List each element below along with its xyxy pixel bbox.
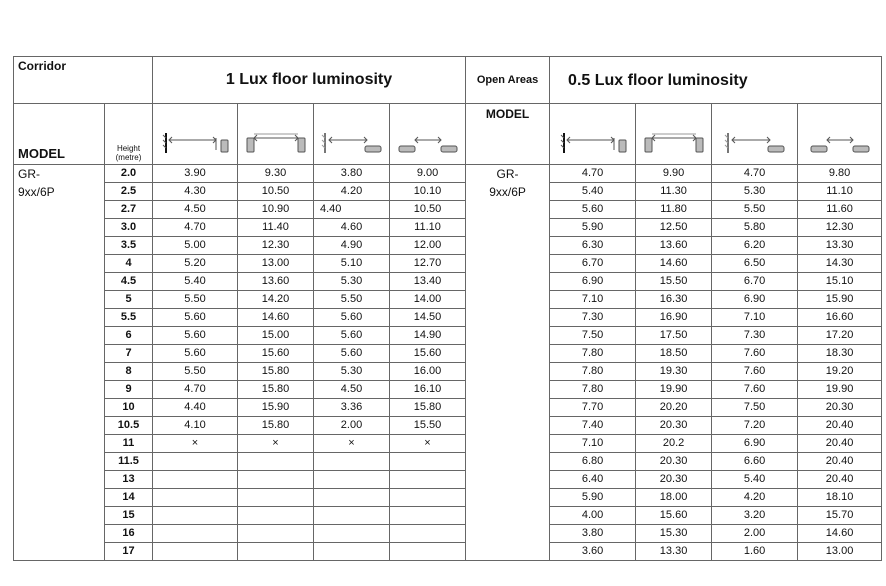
- height-value: 13: [105, 471, 153, 489]
- open-value: 5.90: [550, 219, 636, 237]
- corridor-value: 14.60: [238, 309, 314, 327]
- corridor-value: 5.60: [153, 309, 238, 327]
- corridor-title: 1 Lux floor luminosity: [153, 57, 466, 104]
- height-value: 2.5: [105, 183, 153, 201]
- corridor-value: 5.50: [153, 363, 238, 381]
- open-title: 0.5 Lux floor luminosity: [550, 57, 882, 104]
- corridor-value: [153, 453, 238, 471]
- corridor-value: 15.00: [238, 327, 314, 345]
- height-value: 2.7: [105, 201, 153, 219]
- corridor-value: [153, 507, 238, 525]
- open-value: 20.40: [798, 453, 882, 471]
- corridor-value: ×: [314, 435, 390, 453]
- corridor-value: [314, 471, 390, 489]
- table-row: [14, 255, 882, 273]
- corridor-value: [238, 453, 314, 471]
- corridor-value: 3.80: [314, 165, 390, 183]
- corridor-label: Corridor: [14, 57, 153, 104]
- corridor-value: 12.00: [390, 237, 466, 255]
- open-value: 15.50: [636, 273, 712, 291]
- open-value: 4.70: [550, 165, 636, 183]
- corridor-value: [390, 525, 466, 543]
- corridor-value: [238, 471, 314, 489]
- height-label: Height (metre): [105, 104, 153, 165]
- corridor-value: [153, 525, 238, 543]
- corridor-value: [314, 525, 390, 543]
- height-value: 6: [105, 327, 153, 345]
- corridor-value: [153, 543, 238, 561]
- corridor-value: 15.80: [238, 381, 314, 399]
- corridor-value: 4.50: [314, 381, 390, 399]
- open-value: 13.30: [636, 543, 712, 561]
- corridor-value: 5.40: [153, 273, 238, 291]
- corridor-value: [314, 453, 390, 471]
- open-value: 7.60: [712, 363, 798, 381]
- open-value: 6.50: [712, 255, 798, 273]
- open-value: 5.80: [712, 219, 798, 237]
- open-icon-cell-2: [636, 104, 712, 165]
- open-value: 12.50: [636, 219, 712, 237]
- corridor-value: 5.60: [314, 345, 390, 363]
- open-value: 20.2: [636, 435, 712, 453]
- open-value: 5.90: [550, 489, 636, 507]
- corridor-value: 16.10: [390, 381, 466, 399]
- table-row: [14, 183, 882, 201]
- corridor-value: 5.60: [314, 327, 390, 345]
- table-row: [14, 471, 882, 489]
- open-value: 11.10: [798, 183, 882, 201]
- ceiling-mount-double-sided-icon: [809, 145, 871, 157]
- corridor-value: 5.60: [153, 345, 238, 363]
- open-icon-cell-1: [550, 104, 636, 165]
- open-value: 20.30: [636, 417, 712, 435]
- corridor-value: 4.40: [314, 201, 390, 219]
- open-value: 5.30: [712, 183, 798, 201]
- table-row: [14, 507, 882, 525]
- open-value: 16.30: [636, 291, 712, 309]
- corridor-value: 14.20: [238, 291, 314, 309]
- height-value: 10.5: [105, 417, 153, 435]
- corridor-value: 4.70: [153, 219, 238, 237]
- open-value: 7.10: [712, 309, 798, 327]
- table-row: [14, 201, 882, 219]
- table-row: [14, 453, 882, 471]
- open-value: 6.20: [712, 237, 798, 255]
- open-value: 11.60: [798, 201, 882, 219]
- corridor-value: 2.00: [314, 417, 390, 435]
- height-value: 2.0: [105, 165, 153, 183]
- open-value: 7.70: [550, 399, 636, 417]
- ceiling-mount-between-walls-icon: [643, 145, 705, 157]
- corridor-value: 15.50: [390, 417, 466, 435]
- open-value: 7.40: [550, 417, 636, 435]
- model-label: MODEL: [14, 104, 105, 165]
- table-row: [14, 417, 882, 435]
- open-value: 9.90: [636, 165, 712, 183]
- table-row: [14, 435, 882, 453]
- height-value: 5: [105, 291, 153, 309]
- open-value: 3.80: [550, 525, 636, 543]
- table-row: [14, 327, 882, 345]
- open-areas-label: Open Areas: [466, 57, 550, 104]
- corridor-value: [390, 453, 466, 471]
- corridor-icon-cell-2: [238, 104, 314, 165]
- corridor-value: [238, 543, 314, 561]
- wall-mount-end-icon: [558, 145, 628, 157]
- height-value: 11.5: [105, 453, 153, 471]
- open-value: 14.30: [798, 255, 882, 273]
- open-value: 7.30: [712, 327, 798, 345]
- corridor-value: [390, 543, 466, 561]
- table-row: [14, 525, 882, 543]
- open-icon-cell-4: [798, 104, 882, 165]
- height-value: 15: [105, 507, 153, 525]
- wall-mount-end-icon: [160, 145, 230, 157]
- open-value: 19.90: [798, 381, 882, 399]
- corridor-value: 5.20: [153, 255, 238, 273]
- open-value: 5.60: [550, 201, 636, 219]
- open-value: 18.10: [798, 489, 882, 507]
- table-row: [14, 165, 882, 183]
- corridor-value: 5.30: [314, 363, 390, 381]
- corridor-value: 15.80: [238, 363, 314, 381]
- open-value: 18.00: [636, 489, 712, 507]
- corridor-value: 14.90: [390, 327, 466, 345]
- height-value: 17: [105, 543, 153, 561]
- corridor-value: 3.36: [314, 399, 390, 417]
- table-row: [14, 309, 882, 327]
- corridor-value: 10.90: [238, 201, 314, 219]
- corridor-value: [390, 507, 466, 525]
- open-value: 13.30: [798, 237, 882, 255]
- open-value: 12.30: [798, 219, 882, 237]
- corridor-value: 4.40: [153, 399, 238, 417]
- open-value: 13.00: [798, 543, 882, 561]
- open-value: 6.40: [550, 471, 636, 489]
- open-value: 7.80: [550, 345, 636, 363]
- luminosity-table: [13, 56, 882, 561]
- corridor-value: [390, 471, 466, 489]
- open-value: 4.00: [550, 507, 636, 525]
- corridor-value: 5.60: [314, 309, 390, 327]
- corridor-icon-cell-3: [314, 104, 390, 165]
- open-value: 3.60: [550, 543, 636, 561]
- corridor-value: [314, 489, 390, 507]
- open-value: 18.30: [798, 345, 882, 363]
- corridor-value: 5.50: [153, 291, 238, 309]
- open-value: 3.20: [712, 507, 798, 525]
- table-row: [14, 489, 882, 507]
- corridor-value: 12.30: [238, 237, 314, 255]
- corridor-value: [238, 525, 314, 543]
- corridor-value: [153, 471, 238, 489]
- corridor-value: 10.10: [390, 183, 466, 201]
- table-row: [14, 345, 882, 363]
- height-value: 11: [105, 435, 153, 453]
- open-value: 6.70: [712, 273, 798, 291]
- open-value: 4.20: [712, 489, 798, 507]
- corridor-value: 11.40: [238, 219, 314, 237]
- table-row: [14, 363, 882, 381]
- open-value: 4.70: [712, 165, 798, 183]
- corridor-value: ×: [238, 435, 314, 453]
- open-value: 16.90: [636, 309, 712, 327]
- table-row: [14, 399, 882, 417]
- open-value: 7.20: [712, 417, 798, 435]
- table-row: [14, 381, 882, 399]
- open-icon-cell-3: [712, 104, 798, 165]
- open-value: 15.60: [636, 507, 712, 525]
- open-value: 17.50: [636, 327, 712, 345]
- open-value: 20.30: [798, 399, 882, 417]
- corridor-value: 10.50: [390, 201, 466, 219]
- open-value: 6.30: [550, 237, 636, 255]
- open-value: 1.60: [712, 543, 798, 561]
- open-value: 6.90: [712, 291, 798, 309]
- table-row: [14, 543, 882, 561]
- corridor-value: 12.70: [390, 255, 466, 273]
- open-value: 7.60: [712, 381, 798, 399]
- open-value: 15.90: [798, 291, 882, 309]
- corridor-icon-cell-1: [153, 104, 238, 165]
- wall-mount-with-floor-sign-icon: [321, 145, 383, 157]
- table-row: [14, 273, 882, 291]
- open-value: 19.20: [798, 363, 882, 381]
- corridor-value: [153, 489, 238, 507]
- corridor-value: 10.50: [238, 183, 314, 201]
- corridor-value: 15.80: [390, 399, 466, 417]
- corridor-value: 4.90: [314, 237, 390, 255]
- corridor-value: 5.50: [314, 291, 390, 309]
- corridor-value: ×: [153, 435, 238, 453]
- model-name-corridor: GR- 9xx/6P: [14, 165, 105, 561]
- table-row: [14, 291, 882, 309]
- open-value: 6.80: [550, 453, 636, 471]
- model-name-open: GR- 9xx/6P: [466, 165, 550, 561]
- open-value: 7.80: [550, 363, 636, 381]
- height-value: 9: [105, 381, 153, 399]
- open-value: 7.50: [712, 399, 798, 417]
- open-value: 6.70: [550, 255, 636, 273]
- height-value: 5.5: [105, 309, 153, 327]
- open-value: 14.60: [636, 255, 712, 273]
- open-value: 20.40: [798, 417, 882, 435]
- corridor-value: 15.60: [238, 345, 314, 363]
- open-value: 17.20: [798, 327, 882, 345]
- open-value: 15.30: [636, 525, 712, 543]
- corridor-value: 16.00: [390, 363, 466, 381]
- corridor-value: [238, 489, 314, 507]
- open-value: 20.20: [636, 399, 712, 417]
- corridor-value: 15.80: [238, 417, 314, 435]
- open-value: 5.40: [550, 183, 636, 201]
- wall-mount-with-floor-sign-icon: [724, 145, 786, 157]
- open-value: 20.30: [636, 453, 712, 471]
- height-value: 4.5: [105, 273, 153, 291]
- corridor-value: 5.10: [314, 255, 390, 273]
- open-value: 6.90: [550, 273, 636, 291]
- open-value: 14.60: [798, 525, 882, 543]
- corridor-value: 14.00: [390, 291, 466, 309]
- corridor-value: 3.90: [153, 165, 238, 183]
- open-value: 7.50: [550, 327, 636, 345]
- open-value: 20.40: [798, 471, 882, 489]
- corridor-value: 11.10: [390, 219, 466, 237]
- corridor-value: 5.30: [314, 273, 390, 291]
- open-value: 7.80: [550, 381, 636, 399]
- open-value: 9.80: [798, 165, 882, 183]
- height-value: 3.0: [105, 219, 153, 237]
- corridor-icon-cell-4: [390, 104, 466, 165]
- open-value: 11.30: [636, 183, 712, 201]
- corridor-value: 4.70: [153, 381, 238, 399]
- open-value: 18.50: [636, 345, 712, 363]
- open-value: 19.30: [636, 363, 712, 381]
- open-value: 6.60: [712, 453, 798, 471]
- height-value: 7: [105, 345, 153, 363]
- open-value: 20.40: [798, 435, 882, 453]
- height-value: 14: [105, 489, 153, 507]
- corridor-value: 5.60: [153, 327, 238, 345]
- table-row: [14, 237, 882, 255]
- open-value: 13.60: [636, 237, 712, 255]
- open-value: 7.10: [550, 435, 636, 453]
- open-value: 5.50: [712, 201, 798, 219]
- corridor-value: [390, 489, 466, 507]
- ceiling-mount-between-walls-icon: [245, 145, 307, 157]
- corridor-value: 13.00: [238, 255, 314, 273]
- open-value: 20.30: [636, 471, 712, 489]
- open-value: 11.80: [636, 201, 712, 219]
- open-value: 15.70: [798, 507, 882, 525]
- corridor-value: 13.60: [238, 273, 314, 291]
- model-label-open: MODEL: [466, 104, 550, 165]
- open-value: 7.10: [550, 291, 636, 309]
- open-value: 16.60: [798, 309, 882, 327]
- corridor-value: 4.20: [314, 183, 390, 201]
- open-value: 15.10: [798, 273, 882, 291]
- corridor-value: 13.40: [390, 273, 466, 291]
- open-value: 5.40: [712, 471, 798, 489]
- height-value: 8: [105, 363, 153, 381]
- table-row: [14, 219, 882, 237]
- open-value: 2.00: [712, 525, 798, 543]
- corridor-value: 15.90: [238, 399, 314, 417]
- corridor-value: 5.00: [153, 237, 238, 255]
- corridor-value: [314, 543, 390, 561]
- ceiling-mount-double-sided-icon: [397, 145, 459, 157]
- open-value: 7.30: [550, 309, 636, 327]
- height-value: 16: [105, 525, 153, 543]
- height-value: 10: [105, 399, 153, 417]
- corridor-value: 9.00: [390, 165, 466, 183]
- corridor-value: 4.30: [153, 183, 238, 201]
- corridor-value: 4.10: [153, 417, 238, 435]
- corridor-value: 4.50: [153, 201, 238, 219]
- corridor-value: 9.30: [238, 165, 314, 183]
- open-value: 6.90: [712, 435, 798, 453]
- open-value: 7.60: [712, 345, 798, 363]
- open-value: 19.90: [636, 381, 712, 399]
- corridor-value: 14.50: [390, 309, 466, 327]
- height-value: 3.5: [105, 237, 153, 255]
- corridor-value: [314, 507, 390, 525]
- height-value: 4: [105, 255, 153, 273]
- header-row-2: [14, 104, 882, 165]
- corridor-value: 15.60: [390, 345, 466, 363]
- corridor-value: [238, 507, 314, 525]
- header-row-1: [14, 57, 882, 104]
- corridor-value: 4.60: [314, 219, 390, 237]
- corridor-value: ×: [390, 435, 466, 453]
